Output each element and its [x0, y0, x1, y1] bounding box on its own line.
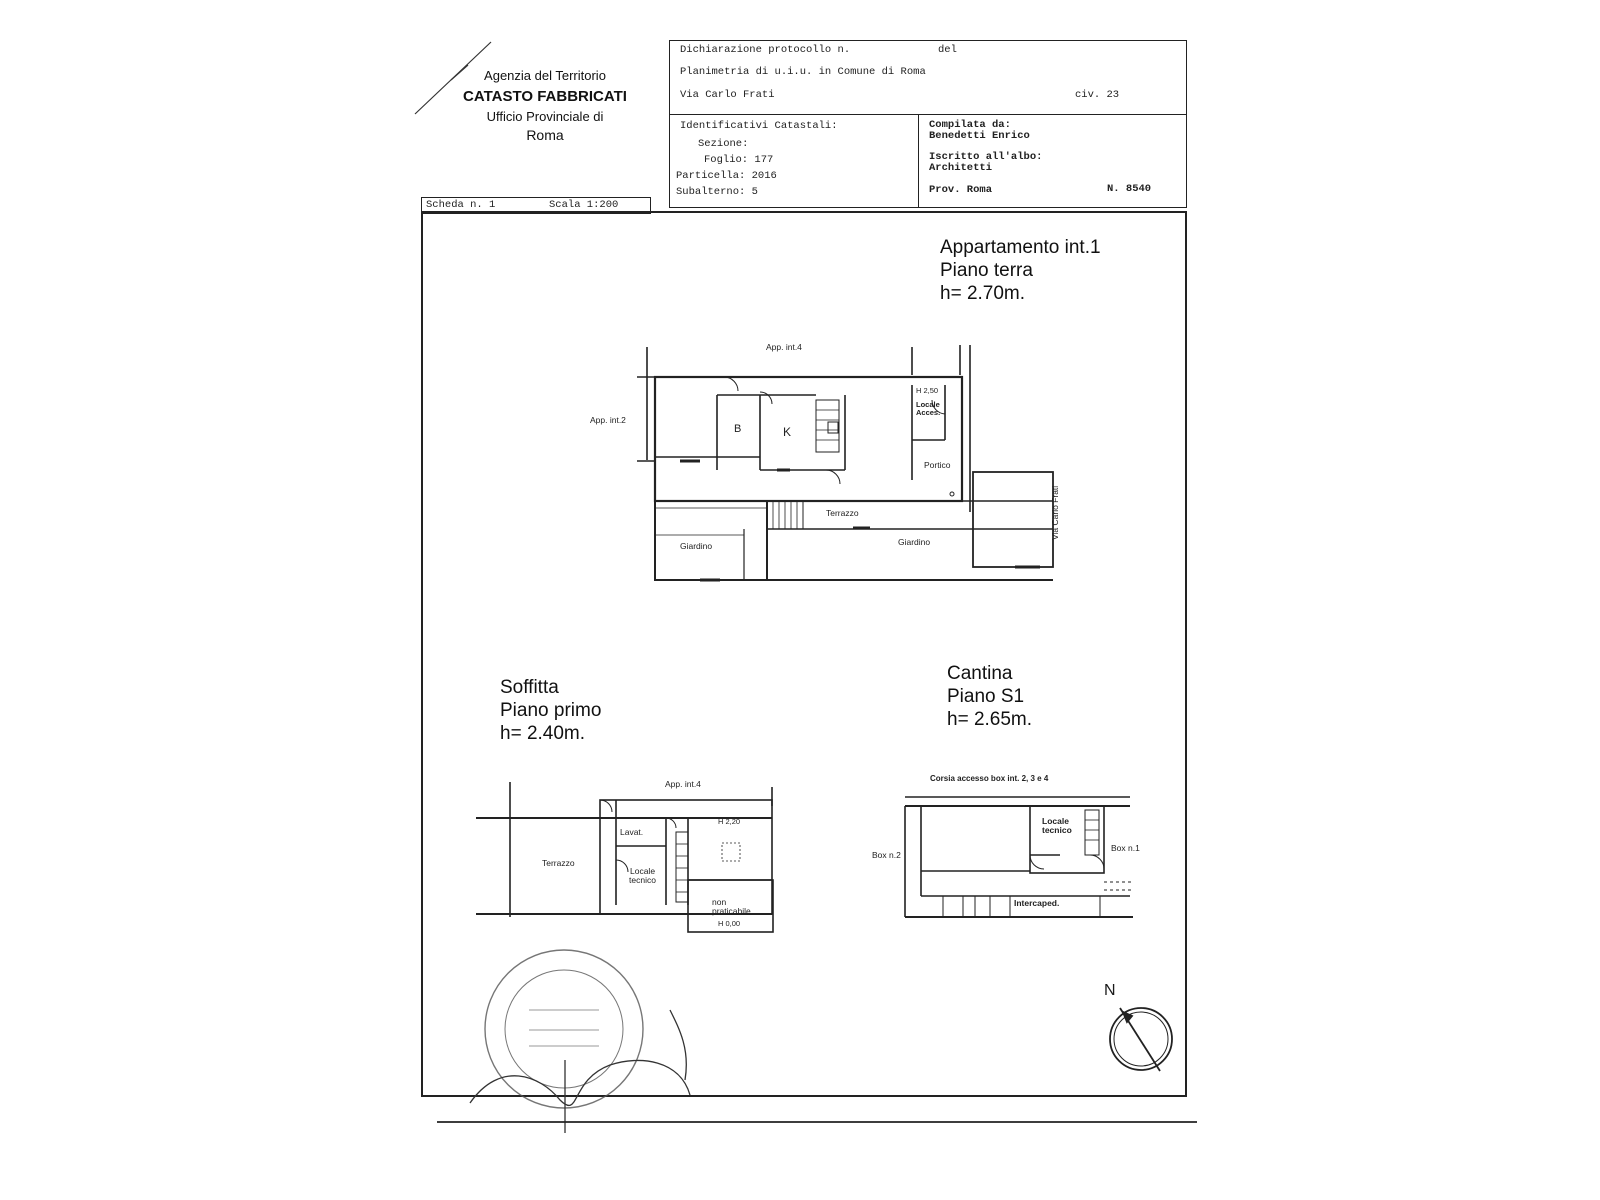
north-compass-icon: [1110, 1008, 1172, 1071]
compiler-number: N. 8540: [1107, 183, 1152, 195]
attic-label-tecnico: tecnico: [629, 875, 656, 885]
attic-label-terrazzo: Terrazzo: [542, 858, 575, 868]
cellar-label-intercaped: Intercaped.: [1014, 898, 1060, 908]
planimetry-line: Planimetria di u.i.u. in Comune di Roma: [680, 66, 926, 78]
ground-label-portico: Portico: [924, 460, 951, 470]
ground-label-b: B: [734, 423, 742, 435]
cellar-title-line1: Cantina: [947, 663, 1013, 684]
attic-title-line3: h= 2.40m.: [500, 723, 586, 744]
attic-label-h220: H 2,20: [718, 817, 741, 826]
ids-foglio: Foglio: 177: [704, 154, 774, 166]
north-label: N: [1104, 982, 1116, 999]
ground-label-app4: App. int.4: [766, 342, 802, 352]
cellar-label-box1: Box n.1: [1111, 843, 1140, 853]
attic-title-line1: Soffitta: [500, 677, 559, 698]
ids-title: Identificativi Catastali:: [680, 120, 838, 132]
catasto-title: CATASTO FABBRICATI: [463, 88, 627, 105]
street-line: Via Carlo Frati: [680, 89, 775, 101]
ground-title-line2: Piano terra: [940, 260, 1033, 281]
ground-plan-window-marks: [680, 461, 1040, 580]
ground-label-giardino-2: Giardino: [898, 537, 931, 547]
ground-label-h250: H 2,50: [916, 386, 939, 395]
attic-label-praticabile: praticabile: [712, 906, 751, 916]
architects-stamp: [485, 950, 643, 1108]
cellar-label-locale: Locale: [1042, 816, 1069, 826]
compiler-albo: Iscritto all'albo:: [929, 151, 1043, 163]
attic-label-h000: H 0,00: [718, 919, 741, 928]
ids-subalterno: Subalterno: 5: [676, 186, 758, 198]
civic-number: civ. 23: [1075, 89, 1120, 101]
cellar-label-corsia: Corsia accesso box int. 2, 3 e 4: [930, 774, 1049, 783]
attic-label-lavat: Lavat.: [620, 827, 644, 837]
attic-label-locale: Locale: [630, 866, 656, 876]
ids-particella: Particella: 2016: [676, 170, 777, 182]
ground-label-k: K: [783, 425, 792, 439]
cellar-title-line3: h= 2.65m.: [947, 709, 1033, 730]
ids-sezione: Sezione:: [698, 138, 749, 150]
ground-label-giardino-1: Giardino: [680, 541, 713, 551]
protocol-del: del: [938, 44, 957, 56]
street-label: Via Carlo Frati: [1050, 485, 1060, 540]
cellar-title-line2: Piano S1: [947, 686, 1025, 707]
agency-name: Agenzia del Territorio: [484, 68, 606, 83]
handwritten-signature: [470, 1010, 690, 1133]
ground-title-line3: h= 2.70m.: [940, 283, 1026, 304]
ground-label-app2: App. int.2: [590, 415, 626, 425]
office-name: Ufficio Provinciale di: [486, 109, 604, 124]
compiler-title: Compilata da:: [929, 119, 1011, 131]
ground-label-terrazzo: Terrazzo: [826, 508, 859, 518]
corner-pen-marks: [415, 42, 491, 114]
office-city: Roma: [526, 127, 564, 143]
compiler-prov: Prov. Roma: [929, 184, 993, 196]
cellar-label-tecnico: tecnico: [1042, 825, 1072, 835]
ground-title-line1: Appartamento int.1: [940, 237, 1101, 258]
cellar-label-box2: Box n.2: [872, 850, 901, 860]
compiler-name: Benedetti Enrico: [929, 130, 1030, 142]
compiler-albo-value: Architetti: [929, 162, 993, 174]
sheet-scale: Scala 1:200: [549, 199, 619, 211]
attic-label-app4: App. int.4: [665, 779, 701, 789]
sheet-number: Scheda n. 1: [426, 199, 496, 211]
ground-label-locale: Locale: [916, 400, 940, 409]
attic-title-line2: Piano primo: [500, 700, 602, 721]
protocol-label: Dichiarazione protocollo n.: [680, 44, 851, 56]
attic-label-non: non: [712, 897, 727, 907]
ground-label-acces: Acces.: [916, 408, 941, 417]
